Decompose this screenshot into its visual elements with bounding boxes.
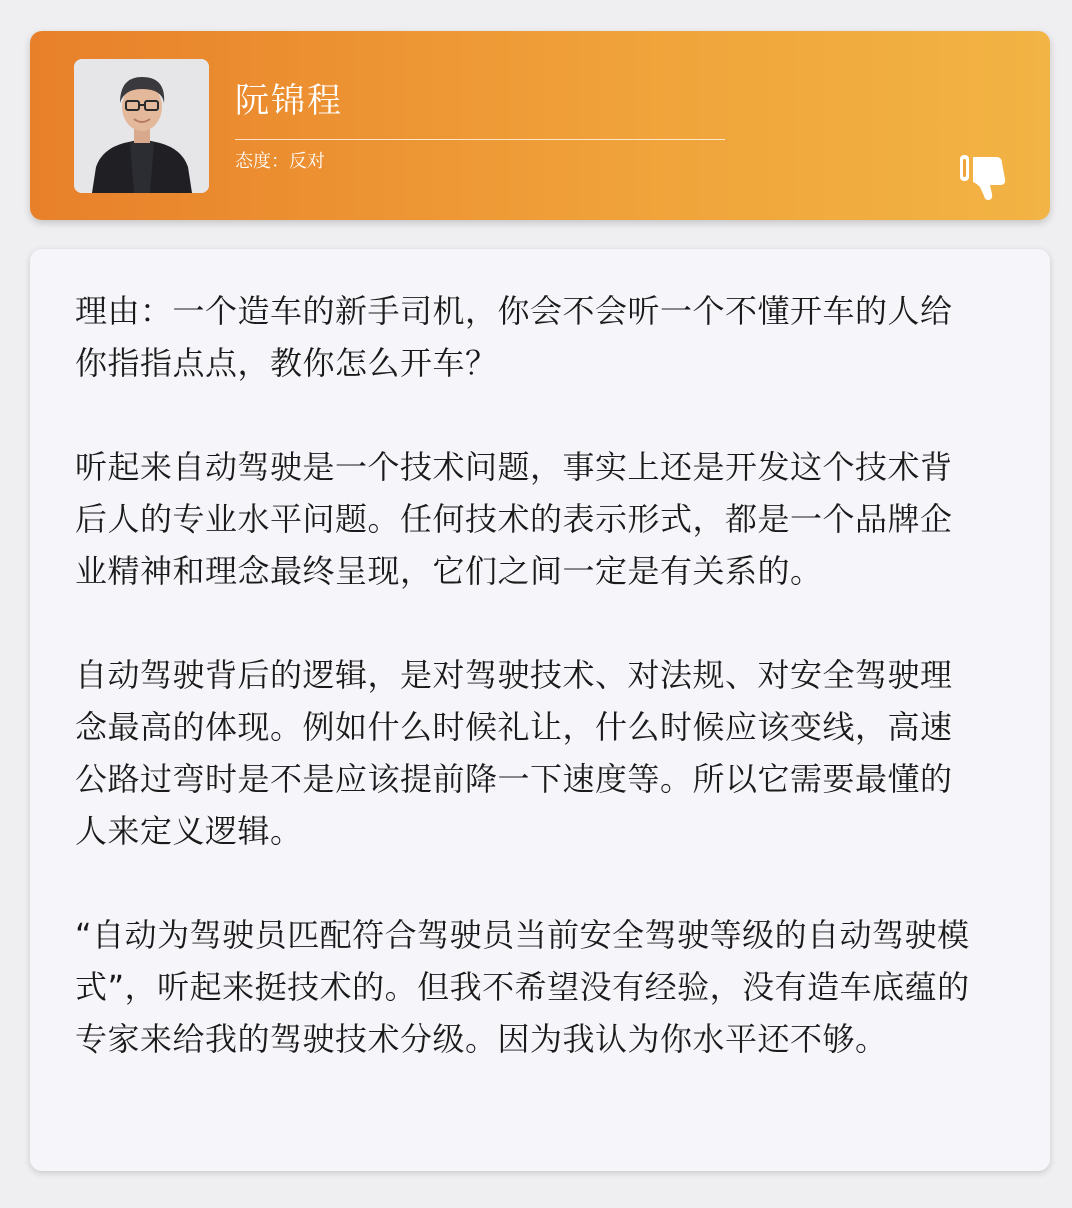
profile-header-card (30, 31, 1050, 220)
thumbs-down-icon[interactable] (956, 149, 1010, 203)
paragraph: “自动为驾驶员匹配符合驾驶员当前安全驾驶等级的自动驾驶模式”，听起来挺技术的。但我不希望没有经验，没有造车底蕴的专家来给我的驾驶技术分级。因为我认为你水平还不够。 (75, 916, 970, 1058)
reason-content-card (30, 249, 1050, 1171)
paragraph: 自动驾驶背后的逻辑，是对驾驶技术、对法规、对安全驾驶理念最高的体现。例如什么时候礼让，什么时候应该变线，高速公路过弯时是不是应该提前降一下速度等。所以它需要最懂的人来定义逻辑。 (75, 656, 953, 850)
avatar (74, 59, 209, 193)
avatar-photo (74, 59, 209, 193)
paragraph: 理由：一个造车的新手司机，你会不会听一个不懂开车的人给你指指点点，教你怎么开车？ (75, 292, 953, 382)
paragraph: 听起来自动驾驶是一个技术问题，事实上还是开发这个技术背后人的专业水平问题。任何技术的表示形式，都是一个品牌企业精神和理念最终呈现，它们之间一定是有关系的。 (75, 448, 953, 590)
person-name: 阮锦程 (235, 81, 343, 121)
reason-text (75, 285, 980, 1065)
attitude-label: 态度：反对 (235, 151, 325, 172)
name-divider (235, 139, 725, 140)
